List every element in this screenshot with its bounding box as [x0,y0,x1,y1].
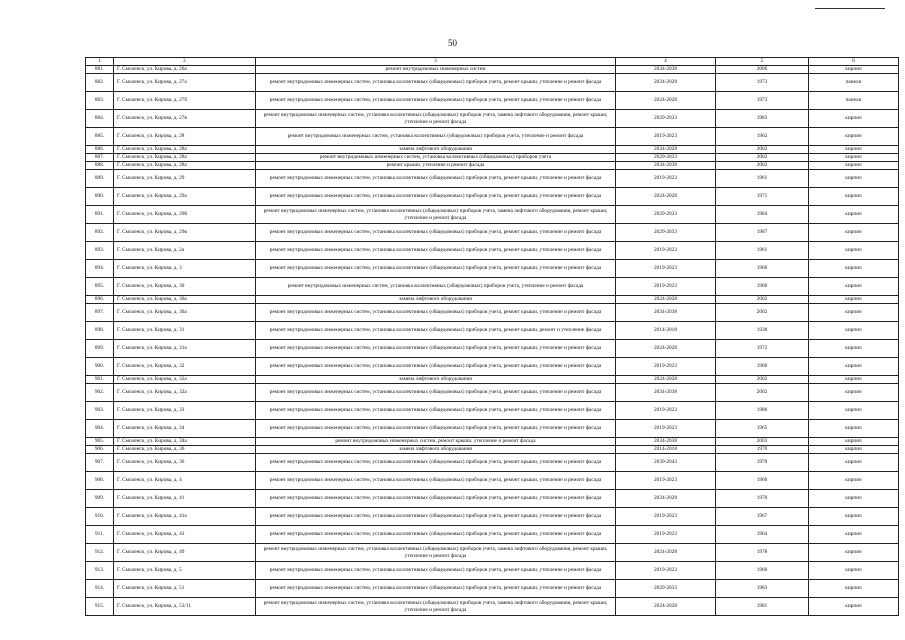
work-type-cell: ремонт внутридомовых инженерных систем, установка коллективных (общедомовых) приборов учета, ремонт крыши, утепление и ремонт фасада [256,188,616,206]
year-cell: 2002 [716,154,809,162]
year-cell: 2002 [716,384,809,402]
year-cell: 1987 [716,224,809,242]
table-row [86,170,899,188]
period-cell: 2029-2033 [616,224,716,242]
material-cell: кирпич [809,446,899,454]
period-cell: 2034-2038 [616,438,716,446]
work-type-cell: ремонт внутридомовых инженерных систем, установка коллективных (общедомовых) приборов учета, ремонт крыши, утепление и ремонт фасада [256,242,616,260]
material-cell: кирпич [809,508,899,526]
address-cell: Г. Смоленск, ул. Кирова, д. 28 [114,128,256,146]
address-cell: Г. Смоленск, ул. Кирова, д. 31а [114,340,256,358]
table-row [86,580,899,598]
row-number: 895. [86,278,114,296]
header-cell: 4 [616,58,716,66]
year-cell: 1973 [716,74,809,92]
year-cell: 2006 [716,66,809,74]
period-cell: 2034-2038 [616,162,716,170]
row-number: 903. [86,402,114,420]
header-cell: 2 [114,58,256,66]
period-cell: 2019-2023 [616,472,716,490]
work-type-cell: ремонт внутридомовых инженерных систем [256,66,616,74]
work-type-cell: ремонт внутридомовых инженерных систем, установка коллективных (общедомовых) приборов учета, замена лифтового оборудования, ремонт крыши, утепление и ремонт фасада [256,110,616,128]
work-type-cell: ремонт внутридомовых инженерных систем, установка коллективных (общедомовых) приборов учета, ремонт крыши, утепление и ремонт фасада [256,260,616,278]
year-cell: 1960 [716,278,809,296]
year-cell: 2003 [716,438,809,446]
address-cell: Г. Смоленск, ул. Кирова, д. 49 [114,544,256,562]
year-cell: 1983 [716,580,809,598]
table-row [86,74,899,92]
address-cell: Г. Смоленск, ул. Кирова, д. 32а [114,376,256,384]
address-cell: Г. Смоленск, ул. Кирова, д. 27в [114,110,256,128]
material-cell: кирпич [809,224,899,242]
year-cell: 1964 [716,526,809,544]
period-cell: 2019-2023 [616,278,716,296]
address-cell: Г. Смоленск, ул. Кирова, д. 3 [114,260,256,278]
material-cell: кирпич [809,128,899,146]
table-row [86,544,899,562]
table-row [86,358,899,376]
year-cell: 1970 [716,454,809,472]
row-number: 906. [86,446,114,454]
work-type-cell: ремонт внутридомовых инженерных систем, установка коллективных (общедомовых) приборов учета, утепление и ремонт фасада [256,278,616,296]
row-number: 912. [86,544,114,562]
period-cell: 2019-2023 [616,242,716,260]
material-cell: кирпич [809,580,899,598]
work-type-cell: ремонт внутридомовых инженерных систем, установка коллективных (общедомовых) приборов учета, ремонт крыши, утепление и ремонт фасада [256,580,616,598]
table-row [86,438,899,446]
table-row [86,66,899,74]
work-type-cell: ремонт внутридомовых инженерных систем, установка коллективных (общедомовых) приборов учета, ремонт крыши, утепление и ремонт фасада [256,92,616,110]
material-cell: кирпич [809,260,899,278]
period-cell: 2019-2023 [616,508,716,526]
material-cell: кирпич [809,454,899,472]
year-cell: 2002 [716,162,809,170]
row-number: 884. [86,110,114,128]
address-cell: Г. Смоленск, ул. Кирова, д. 5 [114,562,256,580]
address-cell: Г. Смоленск, ул. Кирова, д. 2а [114,242,256,260]
row-number: 907. [86,454,114,472]
address-cell: Г. Смоленск, ул. Кирова, д. 31 [114,322,256,340]
row-number: 881. [86,66,114,74]
row-number: 886. [86,146,114,154]
address-cell: Г. Смоленск, ул. Кирова, д. 36 [114,454,256,472]
table-row [86,154,899,162]
address-cell: Г. Смоленск, ул. Кирова, д. 36 [114,446,256,454]
address-cell: Г. Смоленск, ул. Кирова, д. 32а [114,384,256,402]
period-cell: 2029-2033 [616,154,716,162]
period-cell: 2034-2038 [616,304,716,322]
material-cell: кирпич [809,188,899,206]
material-cell: кирпич [809,562,899,580]
table-row [86,242,899,260]
table-body [86,58,899,616]
year-cell: 1983 [716,110,809,128]
address-cell: Г. Смоленск, ул. Кирова, д. 29 [114,170,256,188]
table-row [86,562,899,580]
table-row [86,508,899,526]
work-type-cell: замена лифтового оборудования [256,146,616,154]
period-cell: 2029-2033 [616,110,716,128]
row-number: 893. [86,242,114,260]
period-cell: 2019-2023 [616,170,716,188]
row-number: 913. [86,562,114,580]
address-cell: Г. Смоленск, ул. Кирова, д. 28а [114,146,256,154]
page-number: 50 [448,38,457,48]
period-cell: 2029-2033 [616,580,716,598]
address-cell: Г. Смоленск, ул. Кирова, д. 34а [114,438,256,446]
work-type-cell: ремонт внутридомовых инженерных систем, установка коллективных (общедомовых) приборов учета [256,154,616,162]
address-cell: Г. Смоленск, ул. Кирова, д. 29а [114,188,256,206]
work-type-cell: ремонт внутридомовых инженерных систем, установка коллективных (общедомовых) приборов учета, ремонт крыши, утепление и ремонт фасада [256,402,616,420]
address-cell: Г. Смоленск, ул. Кирова, д. 41а [114,508,256,526]
table-row [86,420,899,438]
period-cell: 2014-2018 [616,322,716,340]
material-cell: кирпич [809,472,899,490]
table-row [86,278,899,296]
year-cell: 1971 [716,188,809,206]
table-row [86,446,899,454]
work-type-cell: ремонт внутридомовых инженерных систем, установка коллективных (общедомовых) приборов учета, ремонт крыши, утепление и ремонт фасада [256,384,616,402]
header-row [86,58,899,66]
material-cell: кирпич [809,544,899,562]
work-type-cell: ремонт внутридомовых инженерных систем, установка коллективных (общедомовых) приборов учета, ремонт крыши, утепление и ремонт фасада [256,304,616,322]
work-type-cell: ремонт крыши, утепление и ремонт фасада [256,162,616,170]
year-cell: 1981 [716,598,809,616]
period-cell: 2019-2023 [616,562,716,580]
year-cell: 1961 [716,242,809,260]
table-row [86,260,899,278]
table-row [86,472,899,490]
row-number: 915. [86,598,114,616]
period-cell: 2019-2023 [616,128,716,146]
material-cell: кирпич [809,242,899,260]
address-cell: Г. Смоленск, ул. Кирова, д. 30а [114,296,256,304]
address-cell: Г. Смоленск, ул. Кирова, д. 29б [114,206,256,224]
material-cell: кирпич [809,304,899,322]
table-row [86,188,899,206]
table-row [86,146,899,154]
work-type-cell: ремонт внутридомовых инженерных систем, установка коллективных (общедомовых) приборов учета, ремонт крыши, утепление и ремонт фасада [256,562,616,580]
table-row [86,92,899,110]
work-type-cell: ремонт внутридомовых инженерных систем, установка коллективных (общедомовых) приборов учета, замена лифтового оборудования, ремонт крыши, утепление и ремонт фасада [256,598,616,616]
work-type-cell: ремонт внутридомовых инженерных систем, установка коллективных (общедомовых) приборов учета, ремонт крыши, утепление и ремонт фасада [256,490,616,508]
material-cell: кирпич [809,146,899,154]
material-cell: кирпич [809,490,899,508]
table-row [86,490,899,508]
work-type-cell: замена лифтового оборудования [256,446,616,454]
row-number: 900. [86,358,114,376]
address-cell: Г. Смоленск, ул. Кирова, д. 32 [114,358,256,376]
table-row [86,206,899,224]
year-cell: 1960 [716,472,809,490]
period-cell: 2019-2023 [616,358,716,376]
material-cell: кирпич [809,384,899,402]
address-cell: Г. Смоленск, ул. Кирова, д. 26а [114,66,256,74]
row-number: 883. [86,92,114,110]
address-cell: Г. Смоленск, ул. Кирова, д. 53/11 [114,598,256,616]
material-cell: кирпич [809,66,899,74]
table-row [86,526,899,544]
address-cell: Г. Смоленск, ул. Кирова, д. 27б [114,92,256,110]
row-number: 896. [86,296,114,304]
period-cell: 2014-2018 [616,446,716,454]
year-cell: 1978 [716,544,809,562]
address-cell: Г. Смоленск, ул. Кирова, д. 43 [114,526,256,544]
material-cell: кирпич [809,154,899,162]
top-rule [815,8,885,9]
row-number: 890. [86,188,114,206]
work-type-cell: ремонт внутридомовых инженерных систем, установка коллективных (общедомовых) приборов учета, ремонт крыши, утепление и ремонт фасада [256,74,616,92]
row-number: 899. [86,340,114,358]
work-type-cell: ремонт внутридомовых инженерных систем, установка коллективных (общедомовых) приборов учета, ремонт крыши, утепление и ремонт фасада [256,224,616,242]
year-cell: 1970 [716,446,809,454]
table-row [86,454,899,472]
table-row [86,110,899,128]
material-cell: панели [809,92,899,110]
material-cell: кирпич [809,598,899,616]
period-cell: 2024-2028 [616,146,716,154]
header-cell: 1 [86,58,114,66]
material-cell: кирпич [809,278,899,296]
row-number: 911. [86,526,114,544]
registry-table [85,57,899,616]
period-cell: 2024-2028 [616,544,716,562]
period-cell: 2019-2023 [616,420,716,438]
period-cell: 2024-2028 [616,490,716,508]
row-number: 898. [86,322,114,340]
period-cell: 2024-2028 [616,188,716,206]
address-cell: Г. Смоленск, ул. Кирова, д. 30а [114,304,256,322]
material-cell: панели [809,74,899,92]
table-row [86,224,899,242]
row-number: 882. [86,74,114,92]
material-cell: кирпич [809,358,899,376]
table-row [86,128,899,146]
address-cell: Г. Смоленск, ул. Кирова, д. 28а [114,154,256,162]
row-number: 905. [86,438,114,446]
work-type-cell: ремонт внутридомовых инженерных систем, установка коллективных (общедомовых) приборов учета, ремонт крыши, утепление и ремонт фасада [256,420,616,438]
row-number: 888. [86,162,114,170]
row-number: 910. [86,508,114,526]
row-number: 904. [86,420,114,438]
period-cell: 2019-2023 [616,526,716,544]
year-cell: 2002 [716,376,809,384]
work-type-cell: ремонт внутридомовых инженерных систем, установка коллективных (общедомовых) приборов учета, утепление и ремонт фасада [256,128,616,146]
period-cell: 2034-2038 [616,384,716,402]
table-row [86,296,899,304]
table-row [86,376,899,384]
row-number: 894. [86,260,114,278]
material-cell: кирпич [809,162,899,170]
year-cell: 1960 [716,358,809,376]
period-cell: 2024-2028 [616,296,716,304]
address-cell: Г. Смоленск, ул. Кирова, д. 4 [114,472,256,490]
year-cell: 1961 [716,170,809,188]
material-cell: кирпич [809,340,899,358]
period-cell: 2034-2038 [616,66,716,74]
material-cell: кирпич [809,322,899,340]
work-type-cell: ремонт внутридомовых инженерных систем, установка коллективных (общедомовых) приборов учета, ремонт крыши, утепление и ремонт фасада [256,454,616,472]
row-number: 914. [86,580,114,598]
address-cell: Г. Смоленск, ул. Кирова, д. 51 [114,580,256,598]
material-cell: кирпич [809,420,899,438]
header-cell: 6 [809,58,899,66]
table-row [86,598,899,616]
row-number: 901. [86,376,114,384]
period-cell: 2024-2028 [616,74,716,92]
year-cell: 1986 [716,402,809,420]
work-type-cell: замена лифтового оборудования [256,296,616,304]
work-type-cell: ремонт внутридомовых инженерных систем, установка коллективных (общедомовых) приборов учета, замена лифтового оборудования, ремонт крыши, утепление и ремонт фасада [256,206,616,224]
address-cell: Г. Смоленск, ул. Кирова, д. 27а [114,74,256,92]
row-number: 902. [86,384,114,402]
work-type-cell: ремонт внутридомовых инженерных систем, установка коллективных (общедомовых) приборов учета, ремонт крыши, утепление и ремонт фасада [256,358,616,376]
work-type-cell: ремонт внутридомовых инженерных систем, ремонт крыши, утепление и ремонт фасада [256,438,616,446]
address-cell: Г. Смоленск, ул. Кирова, д. 34 [114,420,256,438]
address-cell: Г. Смоленск, ул. Кирова, д. 41 [114,490,256,508]
row-number: 897. [86,304,114,322]
period-cell: 2024-2028 [616,340,716,358]
period-cell: 2024-2028 [616,376,716,384]
year-cell: 1984 [716,206,809,224]
address-cell: Г. Смоленск, ул. Кирова, д. 30 [114,278,256,296]
material-cell: кирпич [809,296,899,304]
period-cell: 2029-2033 [616,206,716,224]
year-cell: 1960 [716,260,809,278]
table-row [86,384,899,402]
year-cell: 1962 [716,128,809,146]
table-row [86,402,899,420]
year-cell: 1972 [716,340,809,358]
work-type-cell: ремонт внутридомовых инженерных систем, установка коллективных (общедомовых) приборов учета, замена лифтового оборудования, ремонт крыши, утепление и ремонт фасада [256,544,616,562]
year-cell: 1938 [716,322,809,340]
table-row [86,304,899,322]
period-cell: 2019-2023 [616,402,716,420]
work-type-cell: ремонт внутридомовых инженерных систем, установка коллективных (общедомовых) приборов учета, ремонт крыши, утепление и ремонт фасада [256,170,616,188]
table-row [86,162,899,170]
work-type-cell: ремонт внутридомовых инженерных систем, установка коллективных (общедомовых) приборов учета, ремонт крыши, утепление и ремонт фасада [256,508,616,526]
material-cell: кирпич [809,206,899,224]
table-row [86,340,899,358]
work-type-cell: ремонт внутридомовых инженерных систем, установка коллективных (общедомовых) приборов учета, ремонт крыши, утепление и ремонт фасада [256,472,616,490]
period-cell: 2024-2028 [616,598,716,616]
address-cell: Г. Смоленск, ул. Кирова, д. 29в [114,224,256,242]
period-cell: 2039-2043 [616,454,716,472]
address-cell: Г. Смоленск, ул. Кирова, д. 28а [114,162,256,170]
material-cell: кирпич [809,170,899,188]
address-cell: Г. Смоленск, ул. Кирова, д. 33 [114,402,256,420]
year-cell: 2002 [716,146,809,154]
row-number: 887. [86,154,114,162]
row-number: 885. [86,128,114,146]
row-number: 889. [86,170,114,188]
period-cell: 2019-2023 [616,260,716,278]
year-cell: 1970 [716,490,809,508]
work-type-cell: ремонт внутридомовых инженерных систем, установка коллективных (общедомовых) приборов учета, ремонт крыши, утепление и ремонт фасада [256,340,616,358]
material-cell: кирпич [809,110,899,128]
row-number: 891. [86,206,114,224]
year-cell: 2002 [716,296,809,304]
row-number: 909. [86,490,114,508]
year-cell: 1967 [716,508,809,526]
year-cell: 1965 [716,420,809,438]
year-cell: 1973 [716,92,809,110]
row-number: 908. [86,472,114,490]
material-cell: кирпич [809,438,899,446]
work-type-cell: ремонт внутридомовых инженерных систем, установка коллективных (общедомовых) приборов учета, ремонт крыши, утепление и ремонт фасада [256,526,616,544]
material-cell: кирпич [809,402,899,420]
material-cell: кирпич [809,526,899,544]
header-cell: 3 [256,58,616,66]
year-cell: 2002 [716,304,809,322]
work-type-cell: ремонт внутридомовых инженерных систем, установка коллективных (общедомовых) приборов учета, ремонт крыши, ремонт и утепление фасада [256,322,616,340]
period-cell: 2024-2028 [616,92,716,110]
work-type-cell: замена лифтового оборудования [256,376,616,384]
material-cell: кирпич [809,376,899,384]
year-cell: 1960 [716,562,809,580]
table-row [86,322,899,340]
header-cell: 5 [716,58,809,66]
row-number: 892. [86,224,114,242]
